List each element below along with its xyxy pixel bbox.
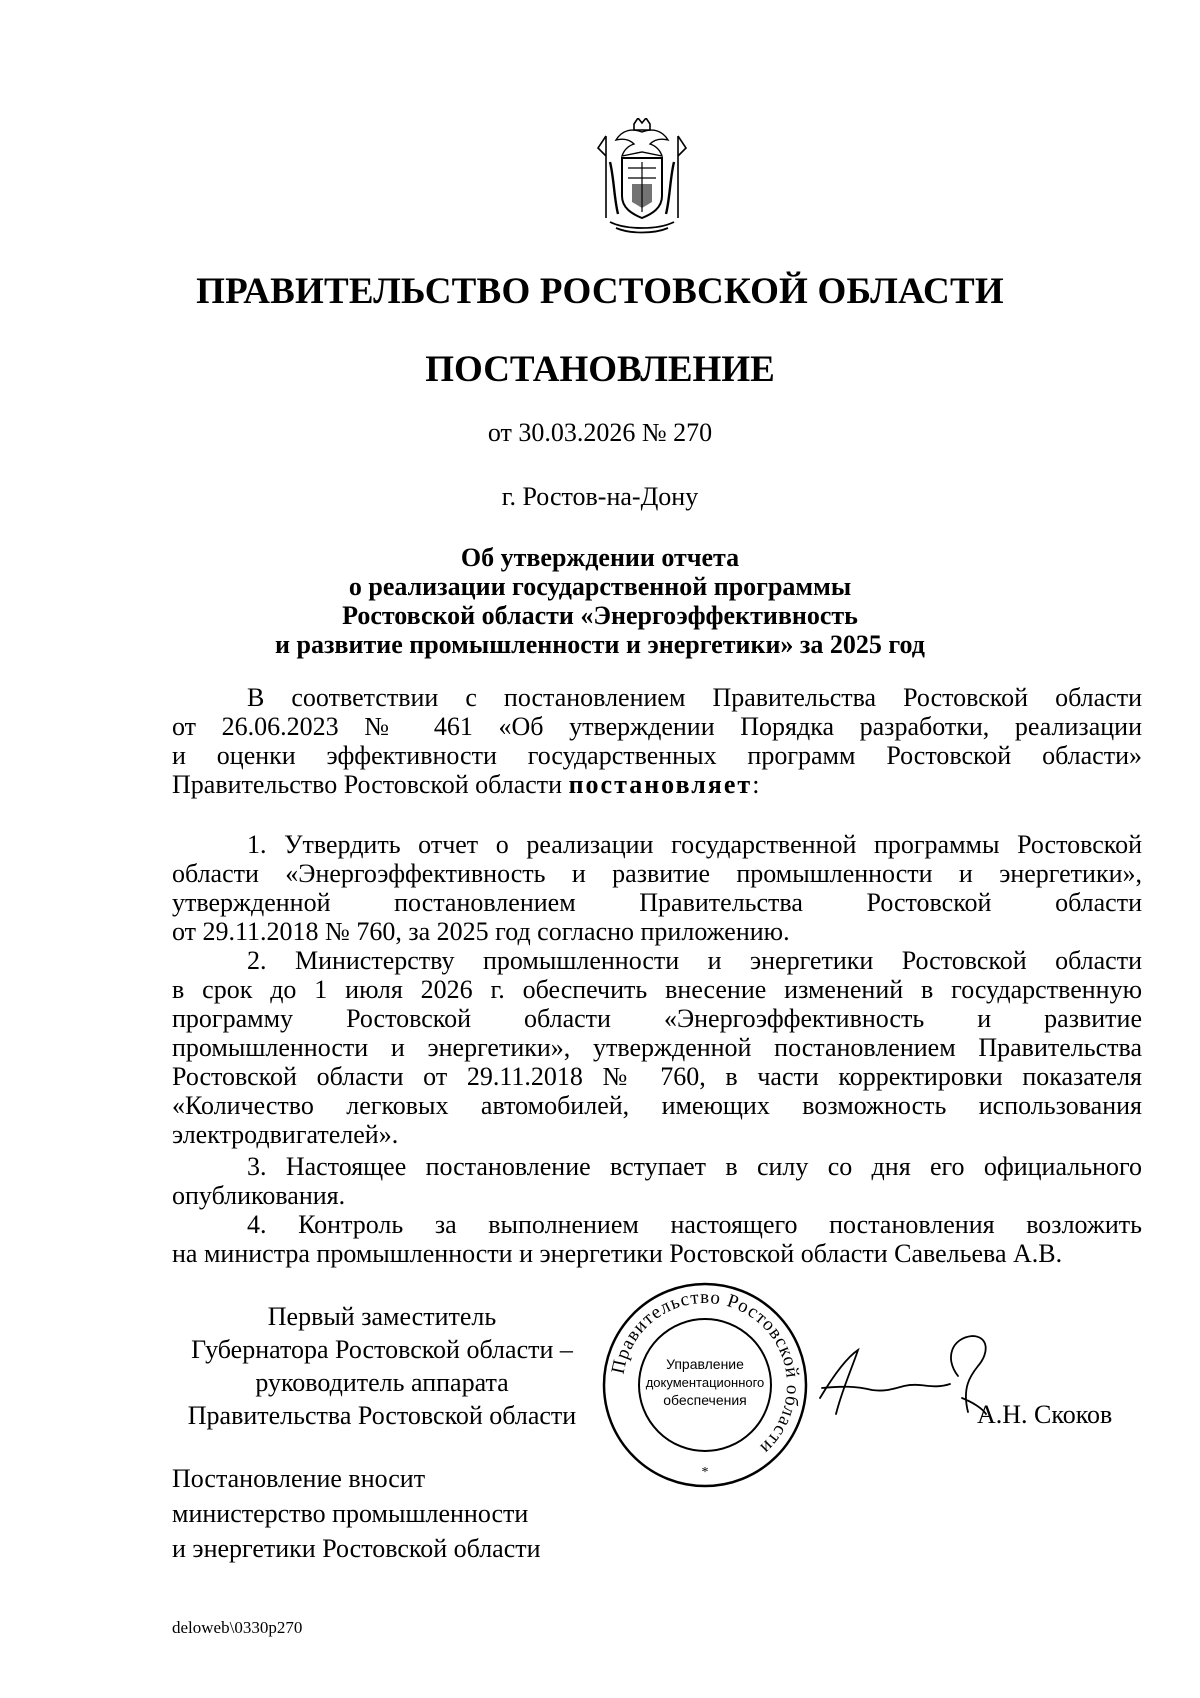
paragraph-line: 1. Утвердить отчет о реализации государственной программы Ростовской: [247, 830, 1142, 859]
stamp-ring-text: Правительство Ростовской области: [607, 1286, 804, 1459]
document-city: г. Ростов-на-Дону: [501, 482, 699, 511]
subject-line: и развитие промышленности и энергетики» за 2025 год: [275, 630, 925, 659]
document-type: ПОСТАНОВЛЕНИЕ: [425, 349, 775, 390]
preamble-prefix: Правительство Ростовской области: [172, 770, 569, 799]
item-3-paragraph: [172, 1152, 1142, 1210]
coat-of-arms-icon: [596, 118, 688, 236]
stamp-center-line: Управление: [666, 1356, 744, 1372]
introducer-line: и энергетики Ростовской области: [172, 1534, 541, 1563]
introducer-line: Постановление вносит: [172, 1464, 426, 1493]
paragraph-line: Ростовской области от 29.11.2018 № 760, в части корректировки показателя: [172, 1062, 1142, 1091]
paragraph-line: от 26.06.2023 № 461 «Об утверждении Порядка разработки, реализации: [172, 712, 1142, 741]
introducer-note: [172, 1461, 541, 1566]
paragraph-line: области «Энергоэффективность и развитие промышленности и энергетики»,: [172, 859, 1142, 888]
signer-name: А.Н. Скоков: [977, 1400, 1113, 1429]
subject-line: Об утверждении отчета: [460, 543, 740, 572]
document-date-number: от 30.03.2026 № 270: [487, 418, 713, 447]
paragraph-line: и оценки эффективности государственных программ Ростовской области»: [172, 741, 1142, 770]
subject-line: Ростовской области «Энергоэффективность: [342, 601, 858, 630]
introducer-line: министерство промышленности: [172, 1499, 529, 1528]
signer-line: Правительства Ростовской области: [187, 1401, 577, 1430]
paragraph-line: промышленности и энергетики», утвержденной постановлением Правительства: [172, 1033, 1142, 1062]
signer-line: руководитель аппарата: [255, 1368, 509, 1397]
government-name: ПРАВИТЕЛЬСТВО РОСТОВСКОЙ ОБЛАСТИ: [196, 271, 1004, 312]
preamble-paragraph: [172, 683, 1142, 799]
stamp-center-line: обеспечения: [663, 1392, 747, 1408]
paragraph-line: «Количество легковых автомобилей, имеющих возможность использования: [172, 1091, 1142, 1120]
paragraph-line: 2. Министерству промышленности и энергетики Ростовской области: [247, 946, 1142, 975]
paragraph-line: электродвигателей».: [172, 1120, 399, 1149]
paragraph-line: программу Ростовской области «Энергоэффективность и развитие: [172, 1004, 1142, 1033]
stamp-center-line: документационного: [645, 1375, 765, 1390]
signer-line: Первый заместитель: [267, 1302, 497, 1331]
official-stamp: [600, 1280, 810, 1490]
svg-text:*: *: [701, 1465, 709, 1480]
preamble-suffix: :: [752, 770, 760, 799]
item-2-paragraph: [172, 946, 1142, 1149]
signer-position: [172, 1300, 592, 1432]
paragraph-line: утвержденной постановлением Правительства Ростовской области: [172, 888, 1142, 917]
paragraph-line: в срок до 1 июля 2026 г. обеспечить внесение изменений в государственную: [172, 975, 1142, 1004]
paragraph-line: опубликования.: [172, 1181, 346, 1210]
subject-line: о реализации государственной программы: [348, 572, 852, 601]
item-4-paragraph: [172, 1210, 1142, 1268]
item-1-paragraph: [172, 830, 1142, 946]
paragraph-line: 4. Контроль за выполнением настоящего постановления возложить: [247, 1210, 1142, 1239]
paragraph-line: [172, 770, 1142, 799]
document-subject: [0, 543, 1200, 659]
paragraph-line: 3. Настоящее постановление вступает в силу со дня его официального: [247, 1152, 1142, 1181]
decree-word: постановляет: [568, 770, 753, 799]
signer-line: Губернатора Ростовской области –: [191, 1335, 573, 1364]
handwritten-signature: [812, 1328, 992, 1438]
paragraph-line: на министра промышленности и энергетики Ростовской области Савельева А.В.: [172, 1239, 1063, 1268]
paragraph-line: В соответствии с постановлением Правительства Ростовской области: [247, 683, 1142, 712]
paragraph-line: от 29.11.2018 № 760, за 2025 год согласно приложению.: [172, 917, 790, 946]
file-code: deloweb\0330p270: [172, 1618, 303, 1637]
